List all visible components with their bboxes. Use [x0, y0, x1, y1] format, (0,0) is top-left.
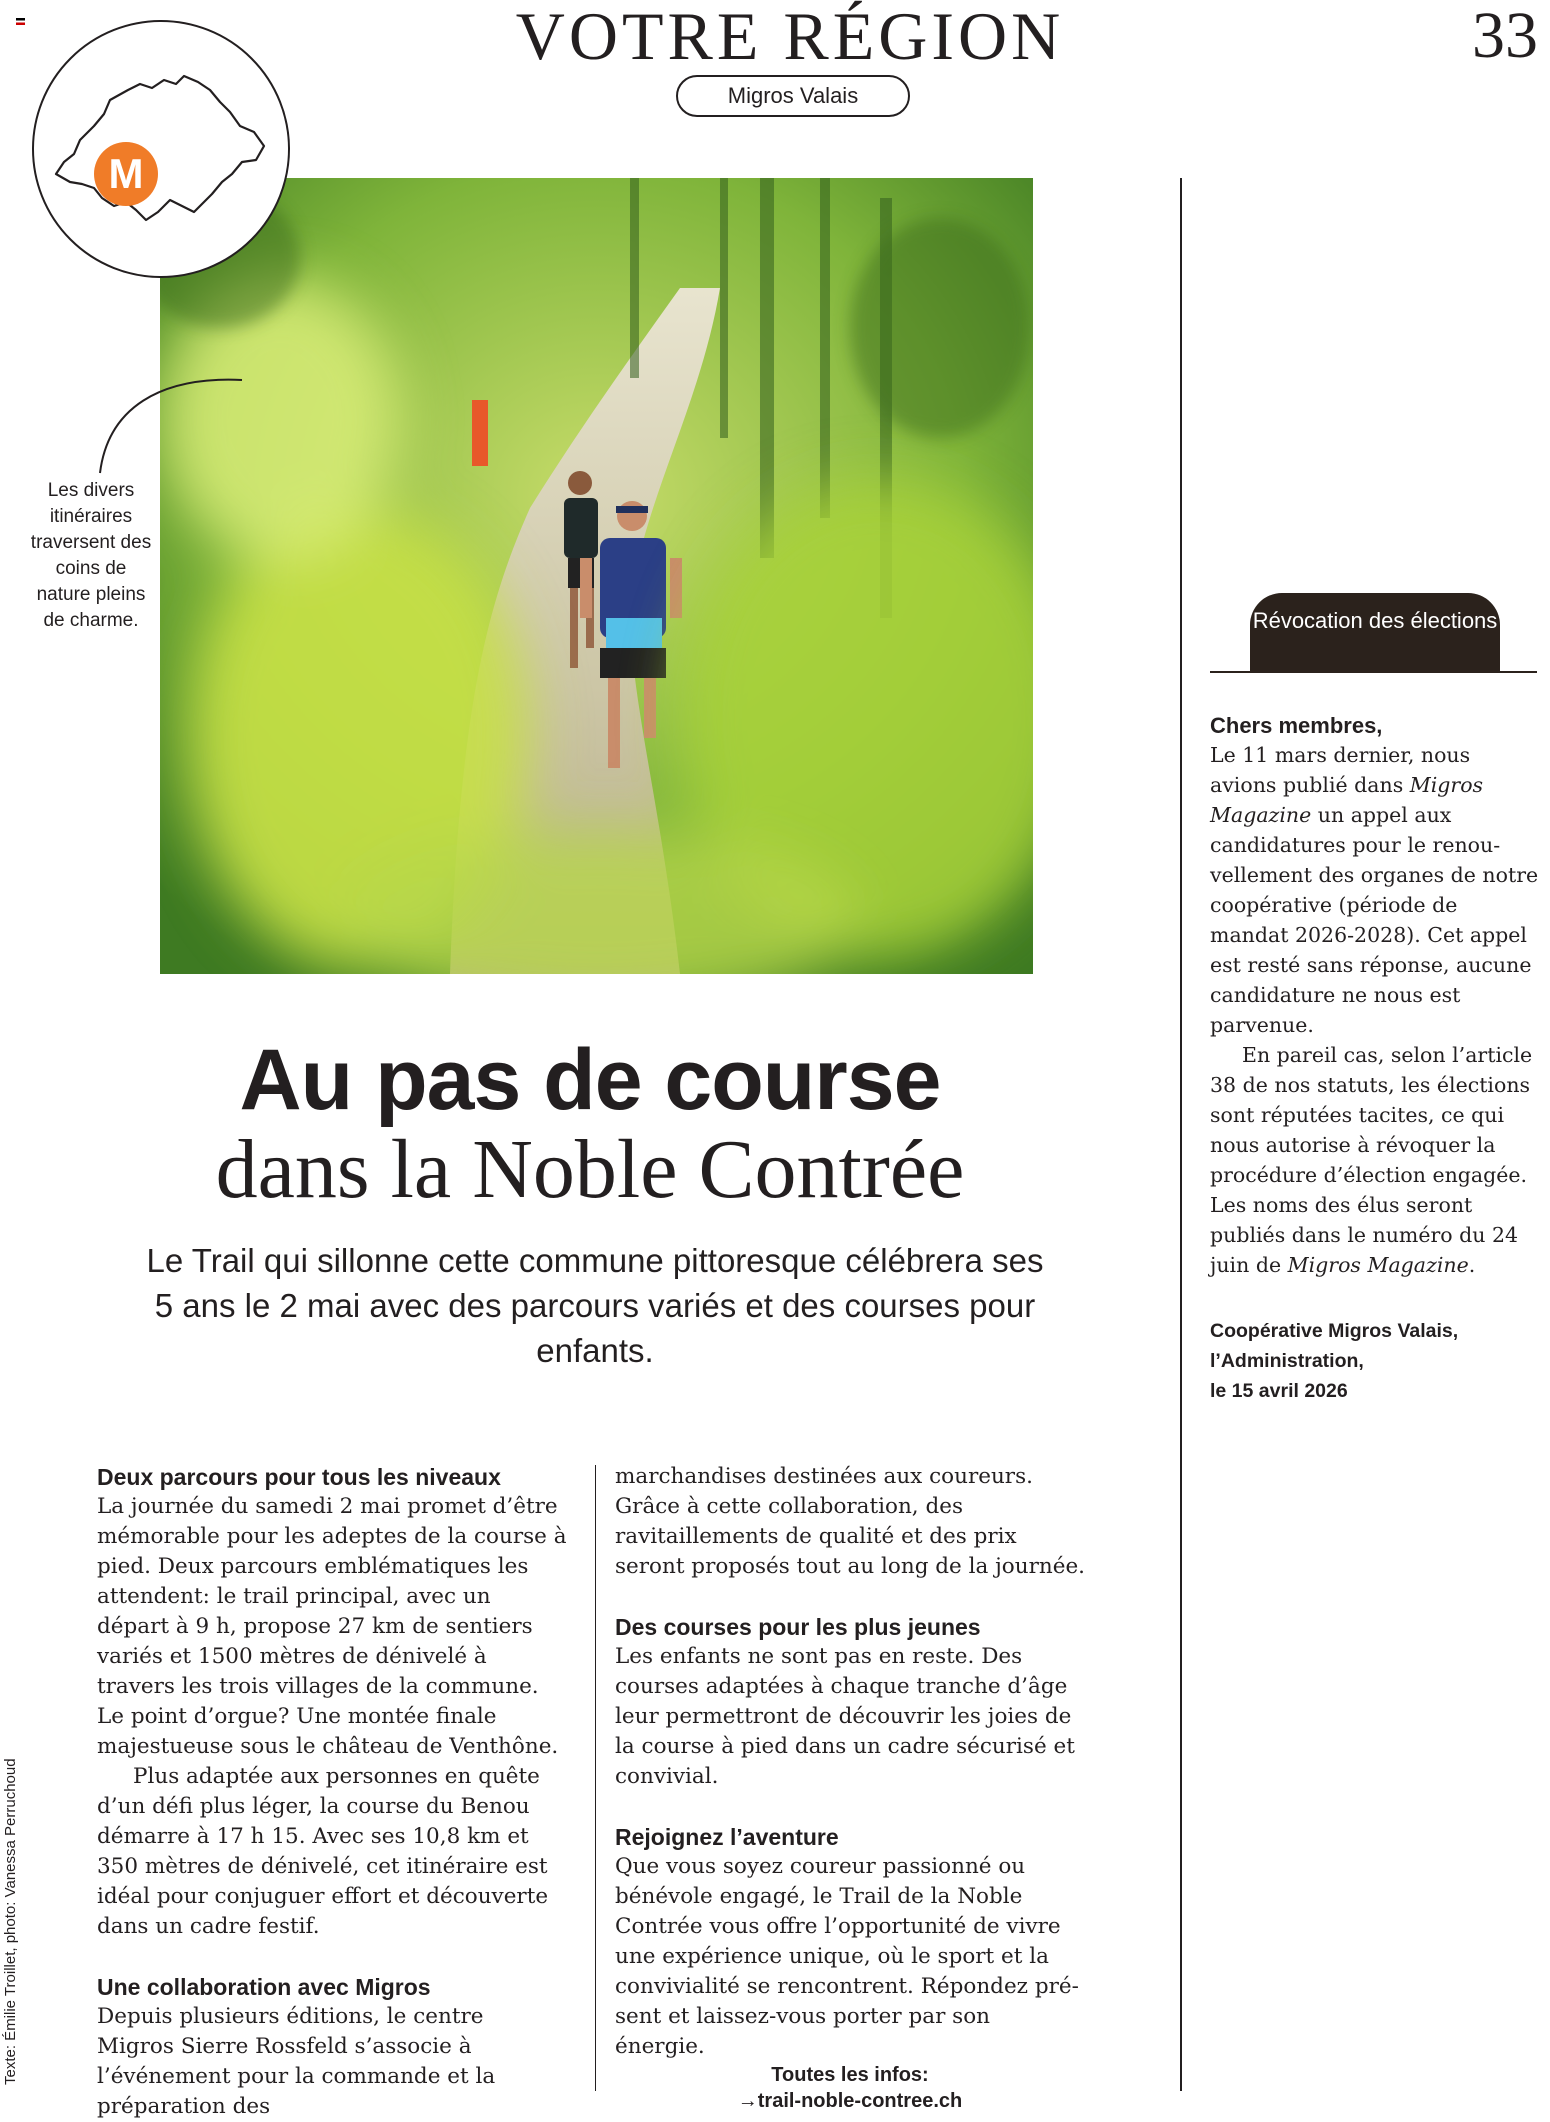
trail-runners-photo [160, 178, 1033, 974]
text-run: un appel aux candidatures pour le renouvellement des organes de notre coopérative (période de mandat 2026-2028). Cet appel est resté sans réponse, aucune candidature ne nous est parvenue. [1210, 803, 1539, 1037]
page-number: 33 [1472, 0, 1538, 72]
signature-date: le 15 avril 2026 [1210, 1380, 1348, 1402]
article-lede: Le Trail qui sillonne cette commune pittoresque célébrera ses 5 ans le 2 mai avec des parcours variés et des courses pour enfants. [146, 1242, 1044, 1369]
column-divider [595, 1465, 596, 2091]
magazine-title: Migros Magazine [1287, 1253, 1469, 1277]
paragraph [1210, 1040, 1540, 1280]
section-heading: Une collaboration avec Migros [97, 1974, 431, 2000]
signature-line: l’Administration, [1210, 1350, 1364, 1372]
signature-line: Coopérative Migros Valais, [1210, 1320, 1459, 1342]
text-run: En pareil cas, selon l’article 38 de nos statuts, les élections sont réputées tacites, ce qui nous autorise à révoquer la procédure d’élection engagée. Les noms des élus seront publiés dans le numéro du 24 juin de [1210, 1043, 1533, 1277]
infos-link[interactable]: →trail-noble-contree.ch [737, 2090, 963, 2112]
headline-sub: dans la Noble Contrée [215, 1123, 965, 1216]
election-notice [1210, 712, 1540, 1406]
paragraph: Depuis plusieurs éditions, le centre Migros Sierre Rossfeld s’associe à l’événement pour la commande et la préparation des [97, 2004, 496, 2119]
section-heading: Des courses pour les plus jeunes [615, 1614, 981, 1640]
region-badge: Migros Valais [676, 75, 910, 117]
notice-signature [1210, 1316, 1540, 1406]
caption-pointer-line [90, 368, 250, 478]
paragraph: marchandises destinées aux coureurs. Grâce à cette collaboration, des ravitaillements de qualité et des prix seront proposés tout au long de la journée. [615, 1464, 1085, 1579]
magazine-title: Migros Magazine [1210, 773, 1484, 827]
section-heading: Deux parcours pour tous les niveaux [97, 1464, 501, 1490]
article-column-2 [615, 1462, 1085, 2114]
switzerland-map-icon [34, 22, 288, 276]
text-run: Le 11 mars dernier, nous avions publié dans [1210, 743, 1471, 797]
headline-main: Au pas de course [239, 1032, 941, 1128]
paragraph: Que vous soyez coureur passionné ou bénévole engagé, le Trail de la Noble Contrée vous offre l’opportunité de vivre une expérience unique, où le sport et la convivialité se rencontrent. Répondez présent et laissez-vous porter par son énergie. [615, 1854, 1079, 2059]
sidebar-tab-underline [1210, 671, 1537, 673]
paragraph [1210, 740, 1540, 1040]
paragraph: Les enfants ne sont pas en reste. Des courses adaptées à chaque tranche d’âge leur permettront de découvrir les joies de la course à pied dans un cadre sécurisé et convivial. [615, 1644, 1075, 1789]
region-logo [32, 20, 290, 278]
photo-credit: Texte: Émilie Troillet, photo: Vanessa Perruchoud [2, 1758, 19, 2085]
article-column-1 [97, 1462, 567, 2122]
logo-letter: M [108, 150, 144, 197]
notice-greeting: Chers membres, [1210, 713, 1383, 738]
text-run: . [1468, 1253, 1476, 1277]
sidebar-tab-title: Révocation des élections [1250, 593, 1500, 673]
flag-icon [16, 18, 25, 25]
infos-label: Toutes les infos: [771, 2064, 929, 2086]
photo-caption: Les divers itinéraires traversent des coins de nature pleins de charme. [30, 480, 152, 631]
sidebar-divider [1180, 178, 1182, 2091]
section-heading: Rejoignez l’aventure [615, 1824, 839, 1850]
paragraph: La journée du samedi 2 mai promet d’être mémorable pour les adeptes de la course à pied. Deux parcours emblématiques les attendent: le trail principal, avec un départ à 9 h, propose 27 km de sentiers variés et 1500 mètres de dénivelé à travers les trois villages de la commune. Le point d’orgue? Une montée finale majestueuse sous le château de Venthône. [97, 1494, 567, 1759]
paragraph: Plus adaptée aux personnes en quête d’un défi plus léger, la course du Benou démarre à 17 h 15. Avec ses 10,8 km et 350 mètres de dénivelé, cet itinéraire est idéal pour conjuguer effort et découverte dans un cadre festif. [97, 1764, 549, 1939]
section-title: VOTRE RÉGION [515, 0, 1065, 74]
